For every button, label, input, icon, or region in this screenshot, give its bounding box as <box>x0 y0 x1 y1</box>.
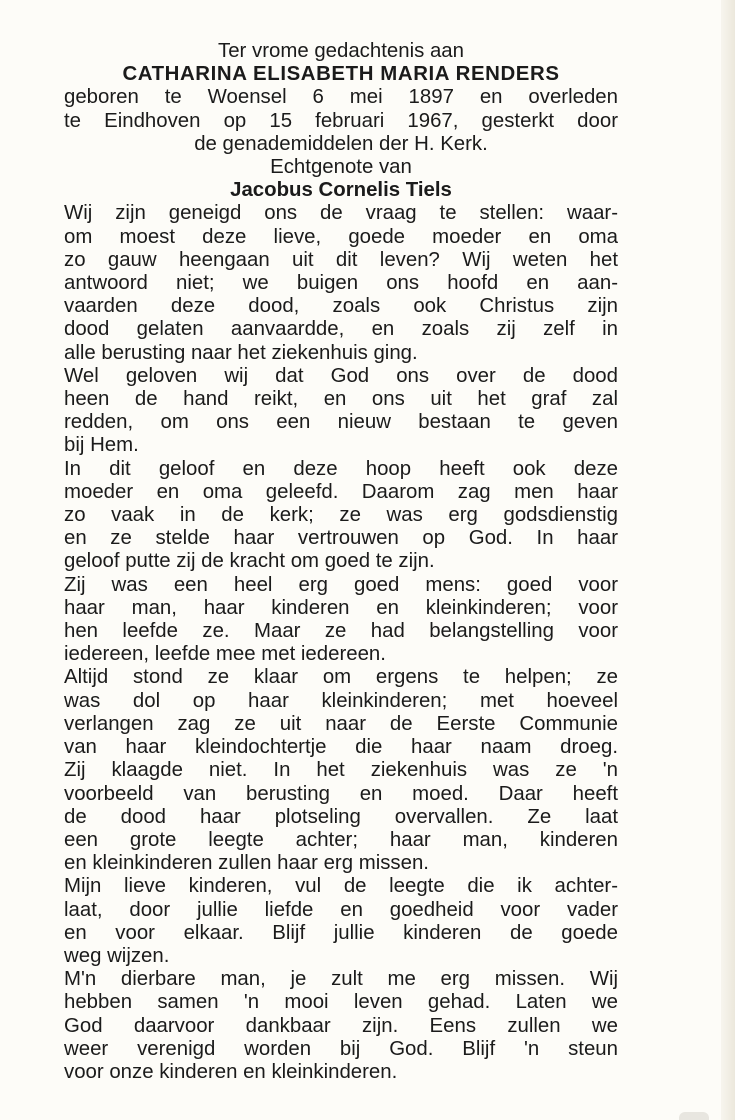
body-line: heen de hand reikt, en ons uit het graf zal <box>64 388 618 411</box>
body-line: zo gauw heengaan uit dit leven? Wij weten het <box>64 248 618 271</box>
body-line: haar man, haar kinderen en kleinkinderen; voor <box>64 596 618 619</box>
body-line: de dood haar plotseling overvallen. Ze laat <box>64 805 618 828</box>
body-line: redden, om ons een nieuw bestaan te geven <box>64 411 618 434</box>
body-line: alle berusting naar het ziekenhuis ging. <box>64 341 418 364</box>
spouse-name: Jacobus Cornelis Tiels <box>230 179 452 202</box>
body-line: iedereen, leefde mee met iedereen. <box>64 643 386 666</box>
memorial-body-text <box>64 202 618 1084</box>
body-line: hebben samen 'n mooi leven gehad. Laten we <box>64 991 618 1014</box>
body-line: geloof putte zij de kracht om goed te zijn. <box>64 550 435 573</box>
body-line: Wij zijn geneigd ons de vraag te stellen: waar- <box>64 202 618 225</box>
birth-line: geboren te Woensel 6 mei 1897 en overleden <box>64 86 618 109</box>
intro-line: Ter vrome gedachtenis aan <box>218 40 464 62</box>
body-line: Zij klaagde niet. In het ziekenhuis was ze 'n <box>64 759 618 782</box>
body-line: Altijd stond ze klaar om ergens te helpen; ze <box>64 666 618 689</box>
card-corner-mark <box>679 1112 709 1120</box>
body-line: was dol op haar kleinkinderen; met hoeveel <box>64 689 618 712</box>
card-edge <box>721 0 735 1120</box>
body-line: hen leefde ze. Maar ze had belangstelling voor <box>64 620 618 643</box>
body-line: In dit geloof en deze hoop heeft ook deze <box>64 457 618 480</box>
body-line: voorbeeld van berusting en moed. Daar heeft <box>64 782 618 805</box>
deceased-name: CATHARINA ELISABETH MARIA RENDERS <box>122 63 560 86</box>
card-text <box>64 40 618 1084</box>
body-line: en voor elkaar. Blijf jullie kinderen de goede <box>64 921 618 944</box>
body-line: verlangen zag ze uit naar de Eerste Communie <box>64 712 618 735</box>
body-line: zo vaak in de kerk; ze was erg godsdienstig <box>64 504 618 527</box>
body-line: dood gelaten aanvaardde, en zoals zij zelf in <box>64 318 618 341</box>
body-line: Wel geloven wij dat God ons over de dood <box>64 364 618 387</box>
body-line: weg wijzen. <box>64 944 170 967</box>
body-line: M'n dierbare man, je zult me erg missen. Wij <box>64 968 618 991</box>
body-line: van haar kleindochtertje die haar naam droeg. <box>64 736 618 759</box>
body-line: om moest deze lieve, goede moeder en oma <box>64 225 618 248</box>
birth-line: te Eindhoven op 15 februari 1967, gesterkt door <box>64 109 618 132</box>
birth-line: de genademiddelen der H. Kerk. <box>194 132 488 155</box>
body-line: laat, door jullie liefde en goedheid voor vader <box>64 898 618 921</box>
body-line: een grote leegte achter; haar man, kinderen <box>64 828 618 851</box>
body-line: antwoord niet; we buigen ons hoofd en aan- <box>64 272 618 295</box>
body-line: Zij was een heel erg goed mens: goed voor <box>64 573 618 596</box>
body-line: moeder en oma geleefd. Daarom zag men haar <box>64 480 618 503</box>
body-line: Mijn lieve kinderen, vul de leegte die ik achter- <box>64 875 618 898</box>
body-line: en kleinkinderen zullen haar erg missen. <box>64 852 429 875</box>
body-line: God daarvoor dankbaar zijn. Eens zullen we <box>64 1014 618 1037</box>
body-line: bij Hem. <box>64 434 139 457</box>
body-line: weer verenigd worden bij God. Blijf 'n steun <box>64 1037 618 1060</box>
body-line: voor onze kinderen en kleinkinderen. <box>64 1060 398 1083</box>
body-line: en ze stelde haar vertrouwen op God. In haar <box>64 527 618 550</box>
body-line: vaarden deze dood, zoals ook Christus zijn <box>64 295 618 318</box>
spouse-label: Echtgenote van <box>270 156 412 179</box>
